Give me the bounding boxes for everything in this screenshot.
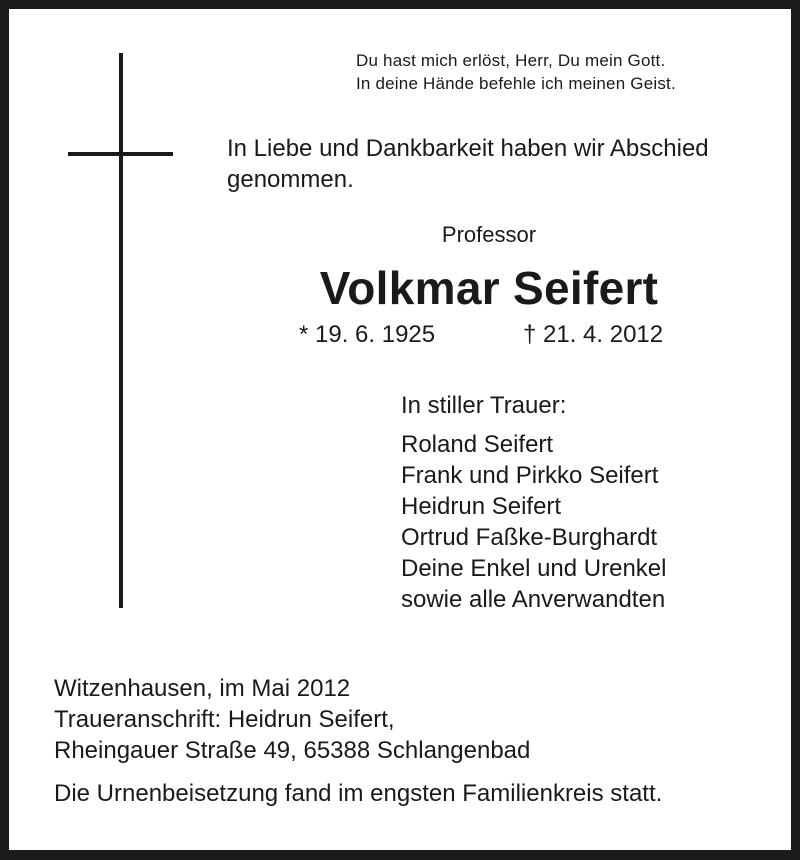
mourning-address-line-2: Rheingauer Straße 49, 65388 Schlangenbad: [54, 737, 531, 764]
mourner-item: Ortrud Faßke-Burghardt: [401, 524, 658, 551]
mourner-item: Deine Enkel und Urenkel: [401, 555, 667, 582]
verse-line-1: Du hast mich erlöst, Herr, Du mein Gott.: [356, 51, 666, 70]
burial-note: Die Urnenbeisetzung fand im engsten Familienkreis statt.: [54, 780, 663, 807]
farewell-line-2: genommen.: [227, 166, 354, 193]
mourners-list: [401, 429, 667, 615]
place-and-date: Witzenhausen, im Mai 2012: [54, 675, 351, 702]
mourner-item: Roland Seifert: [401, 431, 554, 458]
birth-date: * 19. 6. 1925: [299, 321, 436, 348]
cross-icon-vertical-bar: [119, 53, 123, 608]
farewell-statement: [227, 133, 767, 195]
footer-block: [54, 673, 530, 766]
deceased-title: Professor: [441, 222, 537, 247]
farewell-line-1: In Liebe und Dankbarkeit haben wir Abschied: [227, 135, 709, 162]
verse-line-2: In deine Hände befehle ich meinen Geist.: [356, 74, 676, 93]
cross-icon-horizontal-bar: [68, 152, 173, 156]
mourning-heading: In stiller Trauer:: [401, 392, 567, 419]
mourner-item: Frank und Pirkko Seifert: [401, 462, 659, 489]
bible-verse: [356, 49, 776, 95]
deceased-name: Volkmar Seifert: [319, 262, 659, 314]
mourner-item: sowie alle Anverwandten: [401, 586, 666, 613]
mourning-address-line-1: Traueranschrift: Heidrun Seifert,: [54, 706, 395, 733]
mourner-item: Heidrun Seifert: [401, 493, 562, 520]
death-date: † 21. 4. 2012: [523, 321, 664, 348]
